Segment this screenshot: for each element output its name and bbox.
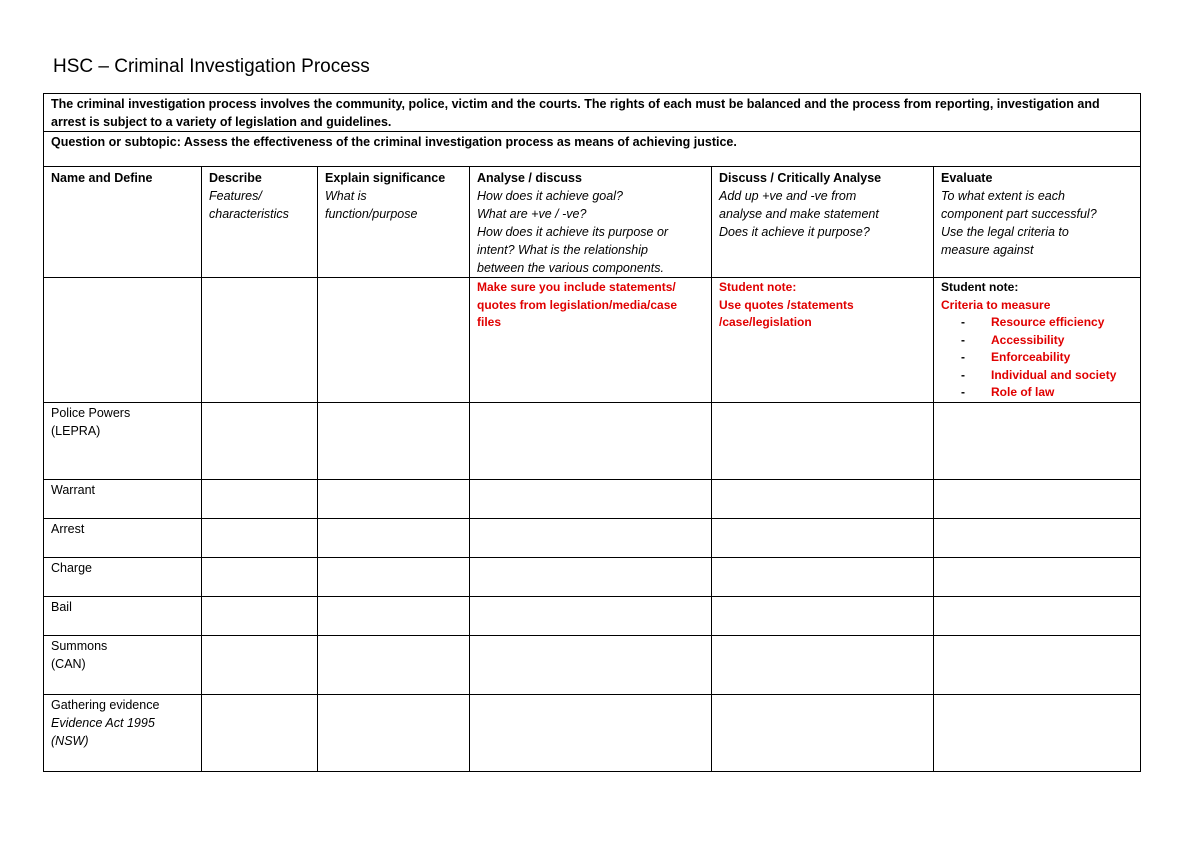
table-cell[interactable]	[934, 694, 1141, 771]
table-cell[interactable]	[934, 596, 1141, 635]
header-line: What are +ve / -ve?	[477, 207, 587, 221]
header-row	[44, 167, 1141, 278]
row-name: Summons	[51, 638, 108, 653]
note-line: quotes from legislation/media/case	[477, 297, 678, 312]
header-title: Discuss / Critically Analyse	[719, 171, 882, 185]
header-line: How does it achieve its purpose or	[477, 225, 669, 239]
header-line: characteristics	[209, 207, 289, 221]
table-cell[interactable]	[934, 635, 1141, 694]
header-cell	[202, 167, 318, 278]
table-cell[interactable]	[934, 557, 1141, 596]
table-cell[interactable]	[712, 596, 934, 635]
row-name-cell	[44, 635, 202, 694]
criteria-item: - Role of law	[961, 384, 1133, 402]
question-row	[44, 132, 1141, 167]
note-line: /case/legislation	[719, 315, 812, 329]
page-title: HSC – Criminal Investigation Process	[53, 56, 370, 77]
header-cell	[470, 167, 712, 278]
table-cell[interactable]	[202, 557, 318, 596]
criteria-item: - Accessibility	[961, 332, 1133, 350]
criteria-item: - Resource efficiency	[961, 314, 1133, 332]
table-cell[interactable]	[470, 596, 712, 635]
table-cell[interactable]	[470, 518, 712, 557]
analyse-note	[470, 278, 712, 403]
row-name: Police Powers	[51, 405, 131, 420]
table-cell[interactable]	[318, 557, 470, 596]
row-name: Warrant	[51, 482, 95, 497]
row-name-cell	[44, 518, 202, 557]
header-line: Add up +ve and -ve from	[719, 189, 857, 203]
header-line: intent? What is the relationship	[477, 243, 648, 257]
table-cell[interactable]	[318, 518, 470, 557]
question-cell	[44, 132, 1141, 167]
table-cell[interactable]	[318, 596, 470, 635]
header-cell	[712, 167, 934, 278]
table-cell[interactable]	[470, 635, 712, 694]
row-name-cell	[44, 596, 202, 635]
table-cell[interactable]	[318, 635, 470, 694]
notes-cell	[44, 278, 202, 403]
criteria-list	[941, 314, 1133, 402]
note-line: files	[477, 315, 502, 329]
header-line: Use the legal criteria to	[941, 225, 1069, 239]
row-name: Bail	[51, 599, 72, 614]
header-title: Describe	[209, 171, 262, 185]
table-cell[interactable]	[202, 402, 318, 479]
table-cell[interactable]	[470, 694, 712, 771]
header-title: Name and Define	[51, 171, 153, 185]
header-title: Explain significance	[325, 171, 446, 185]
criteria-item: - Enforceability	[961, 349, 1133, 367]
row-name-cell	[44, 557, 202, 596]
note-title: Student note:	[719, 280, 797, 294]
evaluate-note	[934, 278, 1141, 403]
notes-cell	[202, 278, 318, 403]
row-name: Charge	[51, 560, 92, 575]
header-cell	[318, 167, 470, 278]
table-cell[interactable]	[712, 479, 934, 518]
row-name-cell	[44, 479, 202, 518]
table-cell[interactable]	[202, 635, 318, 694]
table-cell[interactable]	[318, 402, 470, 479]
table-cell[interactable]	[934, 479, 1141, 518]
note-line: Use quotes /statements	[719, 297, 854, 312]
header-cell	[44, 167, 202, 278]
note-title: Student note:	[941, 280, 1019, 294]
table-cell[interactable]	[470, 479, 712, 518]
table-cell[interactable]	[202, 596, 318, 635]
table-cell[interactable]	[318, 479, 470, 518]
table-cell[interactable]	[202, 518, 318, 557]
header-title: Analyse / discuss	[477, 171, 582, 185]
notes-row	[44, 278, 1141, 403]
row-sub: Evidence Act 1995	[51, 715, 155, 730]
header-line: between the various components.	[477, 261, 664, 275]
header-title: Evaluate	[941, 171, 993, 185]
header-line: Does it achieve it purpose?	[719, 225, 870, 239]
notes-cell	[318, 278, 470, 403]
row-name-cell	[44, 402, 202, 479]
header-cell	[934, 167, 1141, 278]
table-cell[interactable]	[712, 635, 934, 694]
table-cell[interactable]	[470, 402, 712, 479]
table-row	[44, 402, 1141, 479]
table-cell[interactable]	[934, 402, 1141, 479]
table-row	[44, 557, 1141, 596]
intro-text: The criminal investigation process involves the community, police, victim and the courts. The rights of each must be balanced and the process from reporting, investigation and arrest is subject to a variety of legislation and guidelines.	[51, 97, 1100, 129]
table-cell[interactable]	[712, 518, 934, 557]
row-name-cell	[44, 694, 202, 771]
table-cell[interactable]	[470, 557, 712, 596]
question-text: Question or subtopic: Assess the effectiveness of the criminal investigation process as means of achieving justice.	[51, 135, 737, 149]
table-cell[interactable]	[712, 694, 934, 771]
table-row	[44, 635, 1141, 694]
table-cell[interactable]	[202, 694, 318, 771]
header-line: How does it achieve goal?	[477, 189, 623, 203]
header-line: measure against	[941, 243, 1034, 257]
table-cell[interactable]	[202, 479, 318, 518]
note-subtitle: Criteria to measure	[941, 297, 1051, 312]
row-sub: (LEPRA)	[51, 423, 101, 438]
intro-cell	[44, 94, 1141, 132]
intro-row	[44, 94, 1141, 132]
table-cell[interactable]	[712, 402, 934, 479]
header-line: Features/	[209, 189, 262, 203]
table-row	[44, 596, 1141, 635]
row-sub: (NSW)	[51, 733, 89, 748]
header-line: component part successful?	[941, 207, 1097, 221]
header-line: What is	[325, 189, 367, 203]
row-sub: (CAN)	[51, 656, 86, 671]
header-line: function/purpose	[325, 207, 418, 221]
criminal-investigation-table	[43, 93, 1141, 772]
table-cell[interactable]	[934, 518, 1141, 557]
criteria-item: - Individual and society	[961, 367, 1133, 385]
note-line: Make sure you include statements/	[477, 280, 676, 294]
table-row	[44, 694, 1141, 771]
header-line: analyse and make statement	[719, 207, 879, 221]
table-row	[44, 479, 1141, 518]
table-cell[interactable]	[712, 557, 934, 596]
row-name: Arrest	[51, 521, 85, 536]
table-row	[44, 518, 1141, 557]
row-name: Gathering evidence	[51, 697, 160, 712]
header-line: To what extent is each	[941, 189, 1065, 203]
discuss-note	[712, 278, 934, 403]
table-cell[interactable]	[318, 694, 470, 771]
